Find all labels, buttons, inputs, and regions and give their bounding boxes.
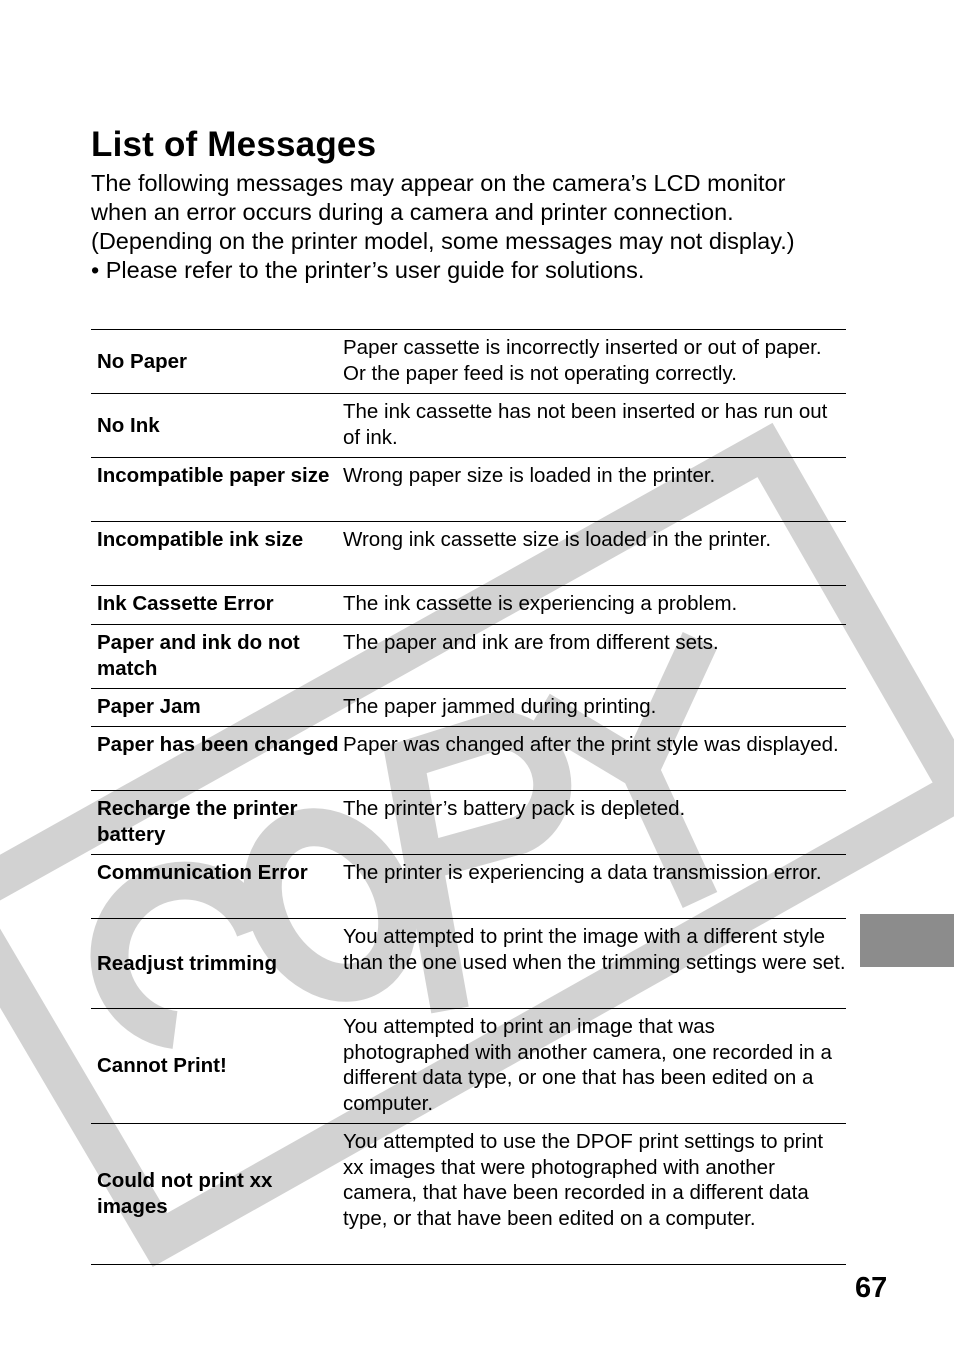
message-name: Paper has been changed: [91, 727, 343, 791]
message-name: No Ink: [91, 394, 343, 458]
table-row: [91, 625, 846, 689]
intro-paragraph: The following messages may appear on the camera’s LCD monitor when an error occurs during a camera and printer connection. (Depending on the printer model, some messages may not display.): [91, 170, 795, 254]
table-row: [91, 919, 846, 1009]
messages-table: [91, 329, 846, 1265]
table-row: [91, 458, 846, 522]
message-name: Incompatible ink size: [91, 522, 343, 586]
message-name: No Paper: [91, 330, 343, 394]
table-row: [91, 727, 846, 791]
message-description: Wrong ink cassette size is loaded in the printer.: [343, 522, 846, 586]
table-row: [91, 791, 846, 855]
message-description: Paper cassette is incorrectly inserted or out of paper. Or the paper feed is not operating correctly.: [343, 330, 846, 394]
table-row: [91, 1009, 846, 1124]
table-row: [91, 586, 846, 625]
message-name: Paper Jam: [91, 689, 343, 727]
message-description: You attempted to print the image with a different style than the one used when the trimming settings were set.: [343, 919, 846, 1009]
section-tab: [860, 914, 954, 967]
message-name: Cannot Print!: [91, 1009, 343, 1124]
page-content: [91, 124, 846, 285]
table-row: [91, 330, 846, 394]
message-description: Paper was changed after the print style was displayed.: [343, 727, 846, 791]
table-row: [91, 522, 846, 586]
message-name: Recharge the printer battery: [91, 791, 343, 855]
message-description: You attempted to use the DPOF print settings to print xx images that were photographed with another camera, that have been recorded in a different data type, or that have been edited on a computer.: [343, 1124, 846, 1265]
table-row: [91, 689, 846, 727]
page-title: List of Messages: [91, 125, 377, 164]
note-paragraph: • Please refer to the printer’s user guide for solutions.: [91, 257, 645, 283]
message-description: The paper and ink are from different sets.: [343, 625, 846, 689]
table-row: [91, 394, 846, 458]
message-description: The printer’s battery pack is depleted.: [343, 791, 846, 855]
message-description: You attempted to print an image that was photographed with another camera, one recorded in a different data type, or one that has been edited on a computer.: [343, 1009, 846, 1124]
message-name: Incompatible paper size: [91, 458, 343, 522]
message-description: The ink cassette has not been inserted or has run out of ink.: [343, 394, 846, 458]
page-number: 67: [855, 1272, 888, 1304]
message-name: Ink Cassette Error: [91, 586, 343, 625]
table-row: [91, 855, 846, 919]
message-name: Readjust trimming: [91, 919, 343, 1009]
message-name: Paper and ink do not match: [91, 625, 343, 689]
message-description: The ink cassette is experiencing a problem.: [343, 586, 846, 625]
table-row: [91, 1124, 846, 1265]
message-name: Could not print xx images: [91, 1124, 343, 1265]
message-description: Wrong paper size is loaded in the printer.: [343, 458, 846, 522]
message-description: The paper jammed during printing.: [343, 689, 846, 727]
message-name: Communication Error: [91, 855, 343, 919]
message-description: The printer is experiencing a data transmission error.: [343, 855, 846, 919]
